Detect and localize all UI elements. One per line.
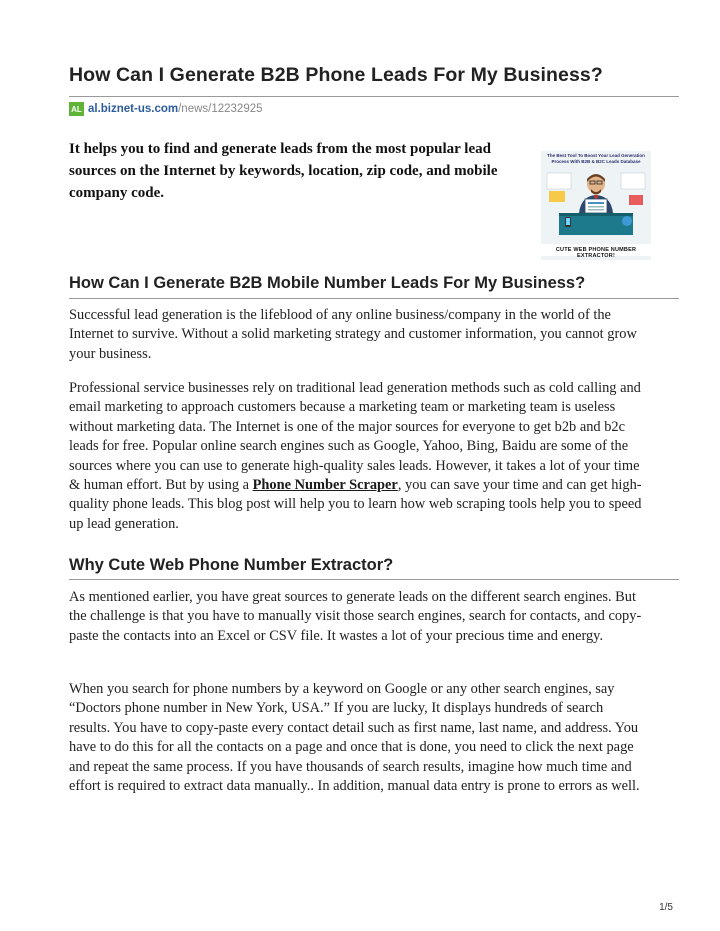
source-path: /news/12232925 bbox=[178, 103, 263, 115]
hero-image-caption: CUTE WEB PHONE NUMBER EXTRACTOR! bbox=[555, 247, 637, 259]
section1-paragraph-1: Successful lead generation is the lifeblood of any online business/company in the world of the Internet to survive. Without a solid marketing strategy and customer information, you cannot grow your business. bbox=[69, 307, 637, 362]
phone-number-scraper-link[interactable]: Phone Number Scraper bbox=[252, 477, 398, 494]
source-line bbox=[69, 101, 263, 117]
page-title: How Can I Generate B2B Phone Leads For My Business? bbox=[69, 64, 603, 86]
site-favicon-icon: AL bbox=[69, 102, 84, 116]
hero-illustration bbox=[541, 151, 651, 260]
page-number: 1/5 bbox=[659, 902, 673, 913]
source-domain-link[interactable]: al.biznet-us.com bbox=[88, 103, 179, 115]
section1-paragraph-2-text-after: , you can save your time and can get high-quality phone leads. This blog post will help you to learn how web scraping tools help you to speed up lead generation. bbox=[69, 477, 642, 532]
section2-paragraph-1: As mentioned earlier, you have great sources to generate leads on the different search engines. But the challenge is that you have to manually visit those search engines, search for contacts, and copy-paste the contacts into an Excel or CSV file. It wastes a lot of your precious time and energy. bbox=[69, 589, 642, 644]
section2-heading: Why Cute Web Phone Number Extractor? bbox=[69, 556, 394, 574]
hero-image-title: The Best Tool To Boost Your Lead Generation Process With B2B & B2C Leads Database bbox=[547, 153, 645, 164]
section2-divider bbox=[69, 579, 679, 580]
hero-image bbox=[541, 151, 651, 260]
lead-paragraph: It helps you to find and generate leads from the most popular lead sources on the Internet by keywords, location, zip code, and mobile company code. bbox=[69, 141, 498, 201]
section1-divider bbox=[69, 298, 679, 299]
section1-paragraph-2-text-before: Professional service businesses rely on traditional lead generation methods such as cold calling and email marketing to approach customers because a marketing team or marketing team is useless without marketing data. The Internet is one of the major sources for everyone to get b2b and b2c leads for free. Popular online search engines such as Google, Yahoo, Bing, Baidu are some of the sources where you can use to generate high-quality sales leads. However, it takes a lot of your time & human effort. But by using a bbox=[69, 380, 641, 494]
title-divider bbox=[69, 96, 679, 97]
section1-paragraph-2 bbox=[69, 379, 644, 534]
section2-paragraph-2: When you search for phone numbers by a keyword on Google or any other search engines, say “Doctors phone number in New York, USA.” If you are lucky, It displays hundreds of search results. You have to copy-paste every contact detail such as first name, last name, and address. You have to do this for all the contacts on a page and once that is done, you need to click the next page and repeat the same process. If you have thousands of search results, imagine how much time and effort is required to extract data manually.. In addition, manual data entry is prone to errors as well. bbox=[69, 681, 640, 795]
section1-heading: How Can I Generate B2B Mobile Number Leads For My Business? bbox=[69, 274, 586, 292]
